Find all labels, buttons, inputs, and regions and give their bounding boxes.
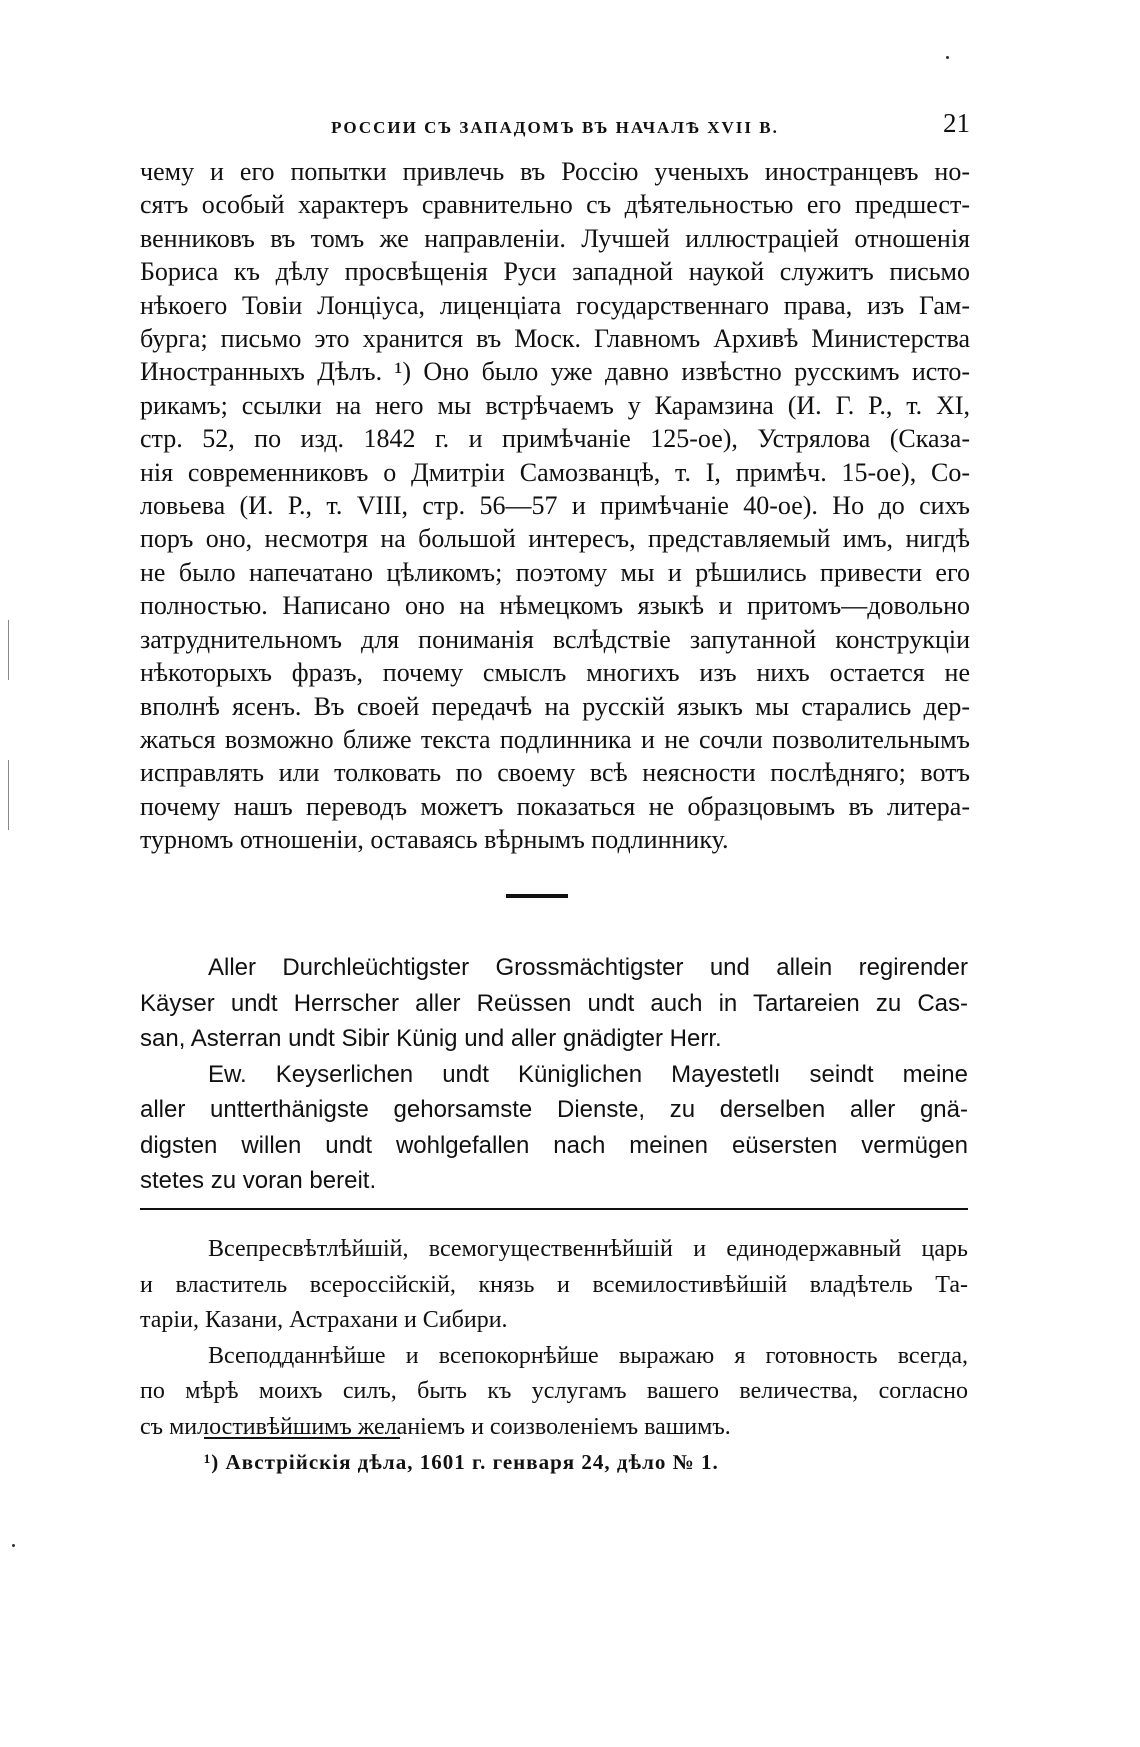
section-divider xyxy=(506,894,568,898)
translation-line: по мѣрѣ моихъ силъ, быть къ услугамъ вашего величества, согласно xyxy=(140,1378,968,1404)
body-line: поръ оно, несмотря на большой интересъ, представляемый имъ, нигдѣ xyxy=(140,524,970,554)
scan-margin-mark xyxy=(8,760,9,830)
body-line: сятъ особый характеръ сравнительно съ дѣятельностью его предшест- xyxy=(140,190,970,220)
german-line: stetes zu voran bereit. xyxy=(140,1167,377,1194)
page-number: 21 xyxy=(943,108,970,138)
body-line: Иностранныхъ Дѣлъ. ¹) Оно было уже давно извѣстно русскимъ исто- xyxy=(140,357,970,387)
german-line: Käyser undt Herrscher aller Reüssen undt auch in Tartareien zu Cas- xyxy=(140,989,968,1017)
translation-line: таріи, Казани, Астрахани и Сибири. xyxy=(140,1307,508,1333)
russian-translation-text xyxy=(140,1232,968,1445)
german-letter-text xyxy=(140,950,968,1199)
body-line: жаться возможно ближе текста подлинника и не сочли позволительнымъ xyxy=(140,724,970,754)
scan-speck xyxy=(12,1544,15,1547)
body-line: турномъ отношеніи, оставаясь вѣрнымъ подлиннику. xyxy=(140,825,729,855)
body-line: рикамъ; ссылки на него мы встрѣчаемъ у Карамзина (И. Г. Р., т. XI, xyxy=(140,390,970,420)
footnote-text: Австрійскія дѣла, 1601 г. генваря 24, дѣло № 1. xyxy=(225,1450,719,1474)
scan-margin-mark xyxy=(8,620,9,680)
scan-speck xyxy=(946,56,949,59)
footnote-marker: ¹) xyxy=(204,1450,220,1474)
translation-line: съ милостивѣйшимъ желаніемъ и соизволеніемъ вашимъ. xyxy=(140,1413,731,1440)
body-line: нія современниковъ о Дмитріи Самозванцѣ, т. I, примѣч. 15-ое), Со- xyxy=(140,457,970,487)
translation-line: и властитель всероссійскій, князь и всемилостивѣйшій владѣтель Та- xyxy=(140,1271,968,1298)
german-line: Aller Durchleüchtigster Grossmächtigster und allein regirender xyxy=(208,954,968,981)
running-title: РОССИИ СЪ ЗАПАДОМЪ ВЪ НАЧАЛѢ XVII В. xyxy=(331,118,779,137)
column-rule xyxy=(140,1208,968,1210)
body-line: полностью. Написано оно на нѣмецкомъ языкѣ и притомъ—довольно xyxy=(140,591,970,621)
translation-line: Всеподданнѣйше и всепокорнѣйше выражаю я готовность всегда, xyxy=(208,1342,968,1369)
german-line: digsten willen undt wohlgefallen nach meinen eüsersten vermügen xyxy=(140,1131,968,1159)
body-line: чему и его попытки привлечь въ Россію ученыхъ иностранцевъ но- xyxy=(140,157,970,186)
body-line: Бориса къ дѣлу просвѣщенія Руси западной наукой служитъ письмо xyxy=(140,257,970,287)
body-line: нѣкоторыхъ фразъ, почему смыслъ многихъ изъ нихъ остается не xyxy=(140,658,970,688)
body-line: не было напечатано цѣликомъ; поэтому мы и рѣшились привести его xyxy=(140,557,970,587)
body-line: почему нашъ переводъ можетъ показаться не образцовымъ въ литера- xyxy=(140,791,970,821)
body-paragraph xyxy=(140,155,970,857)
translation-line: Всепресвѣтлѣйшій, всемогущественнѣйшій и единодержавный царь xyxy=(208,1236,968,1262)
body-line: ловьева (И. Р., т. VIII, стр. 56—57 и примѣчаніе 40-ое). Но до сихъ xyxy=(140,491,970,521)
footnote-rule xyxy=(204,1437,400,1439)
body-line: бурга; письмо это хранится въ Моск. Главномъ Архивѣ Министерства xyxy=(140,324,970,354)
body-line: исправлять или толковать по своему всѣ неясности послѣдняго; вотъ xyxy=(140,758,970,788)
german-line: Ew. Keyserlichen undt Küniglichen Mayestetlı seindt meine xyxy=(208,1060,968,1088)
body-line: вполнѣ ясенъ. Въ своей передачѣ на русскій языкъ мы старались дер- xyxy=(140,691,970,721)
german-line: aller untterthänigste gehorsamste Dienste, zu derselben aller gnä- xyxy=(140,1096,968,1123)
footnote xyxy=(204,1450,719,1475)
body-line: стр. 52, по изд. 1842 г. и примѣчаніе 125-ое), Устрялова (Сказа- xyxy=(140,424,970,454)
page-header xyxy=(140,104,970,144)
german-line: san, Asterran undt Sibir Künig und aller gnädigter Herr. xyxy=(140,1025,722,1052)
body-line: затруднительномъ для пониманія вслѣдствіе запутанной конструкціи xyxy=(140,624,970,654)
body-line: нѣкоего Товіи Лонціуса, лиценціата государственнаго права, изъ Гам- xyxy=(140,290,970,320)
body-line: венниковъ въ томъ же направленіи. Лучшей иллюстраціей отношенія xyxy=(140,223,970,253)
